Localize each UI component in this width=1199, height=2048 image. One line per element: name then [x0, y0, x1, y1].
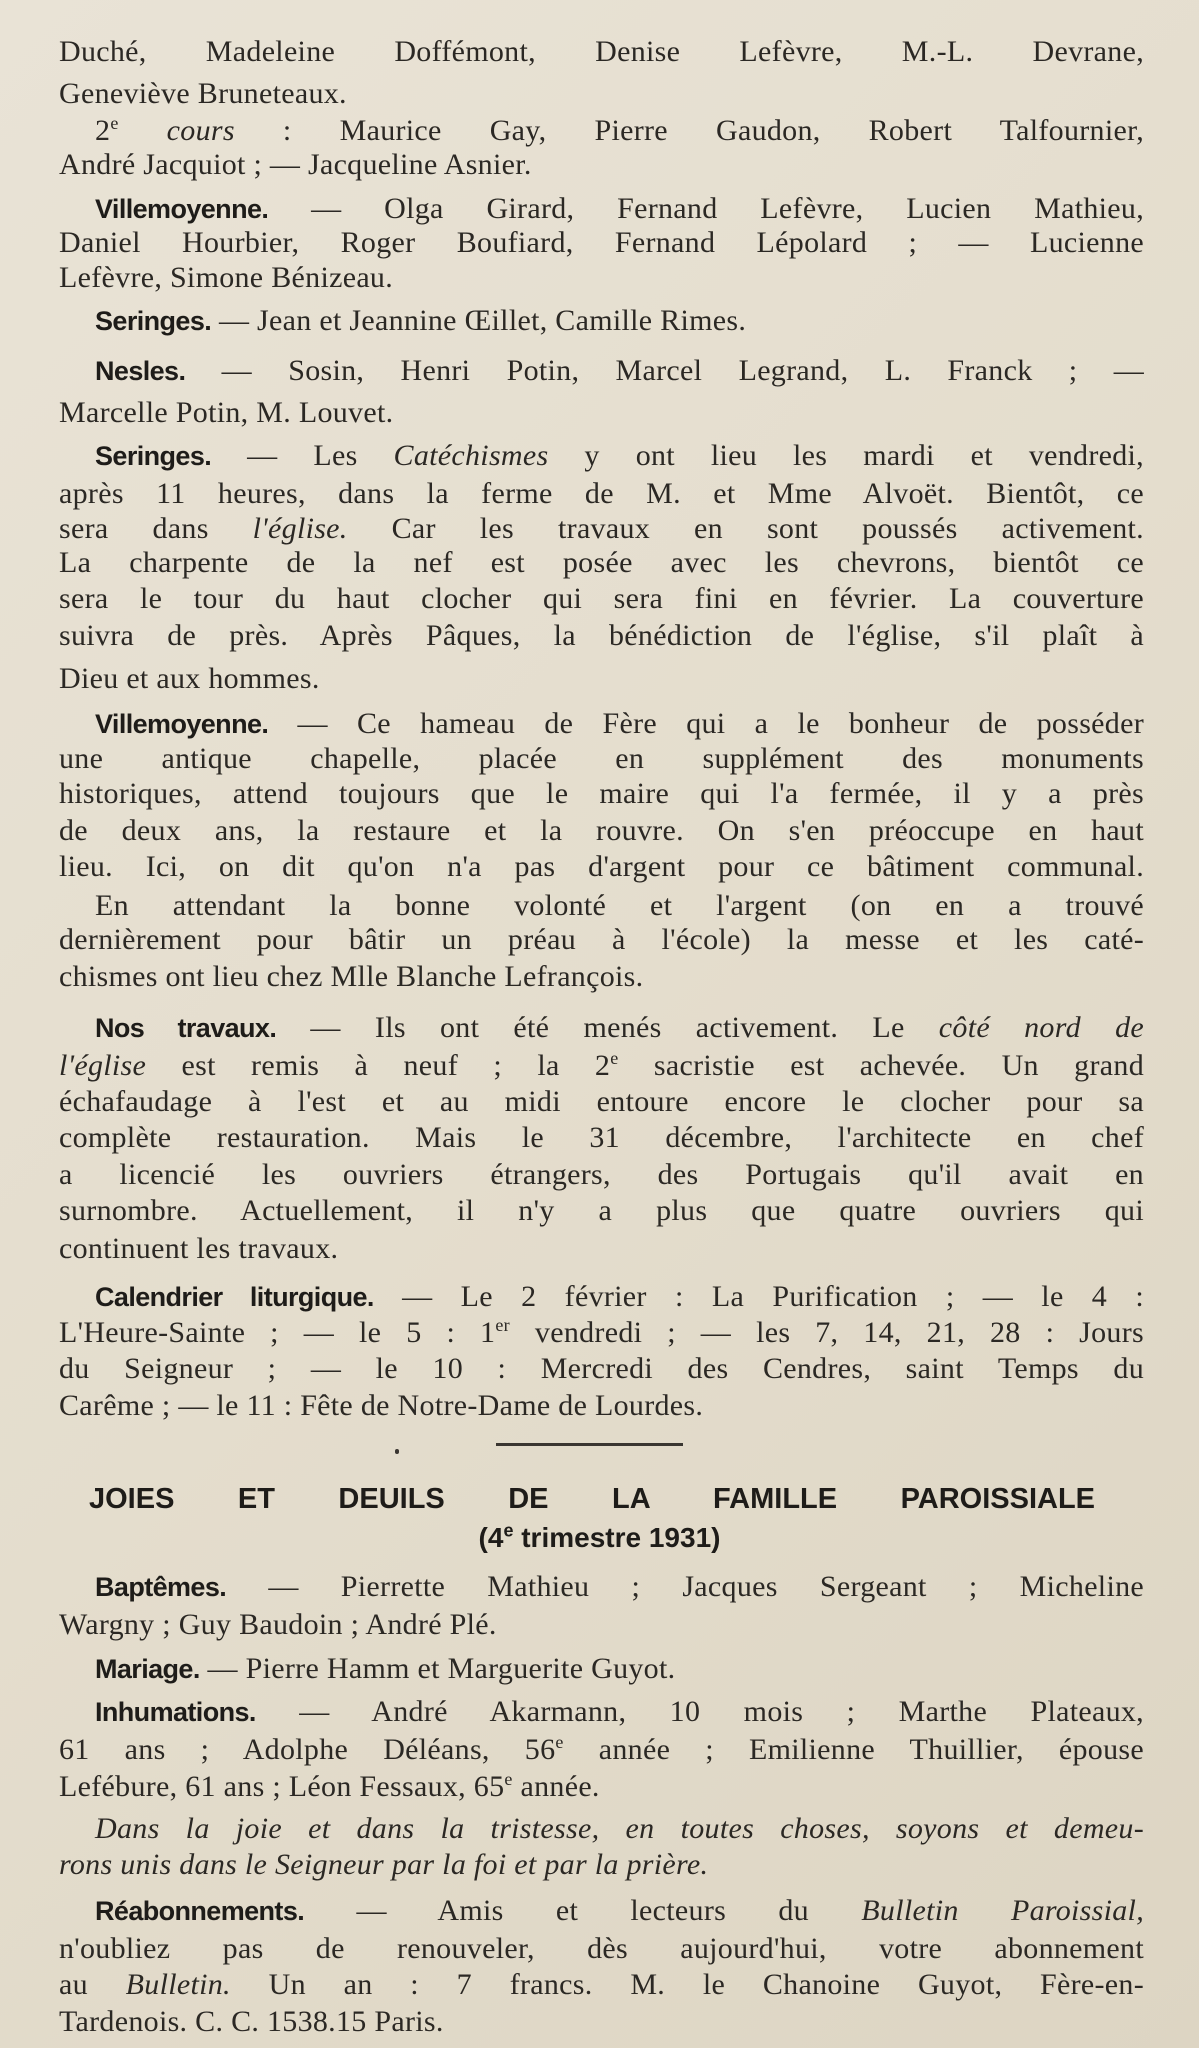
- text-line: [59, 511, 1144, 547]
- text-run: En attendant la bonne volonté et l'argent (on en a trouvé: [95, 889, 1144, 922]
- text-line: [95, 888, 1144, 924]
- text-run: 2: [95, 114, 111, 147]
- text-run: Wargny ; Guy Baudoin ; André Plé.: [59, 1608, 497, 1641]
- text-line: [59, 1231, 1144, 1267]
- text-run: Tardenois. C. C. 1538.15 Paris.: [59, 2005, 444, 2038]
- text-line: [95, 1651, 1144, 1687]
- text-line: [59, 395, 1144, 431]
- text-line: [59, 147, 1144, 183]
- text-line: [59, 849, 1144, 885]
- text-line: [59, 922, 1144, 958]
- text-run: vendredi ; — les 7, 14, 21, 28 : Jours: [509, 1316, 1144, 1349]
- text-line: [95, 1893, 1144, 1929]
- text-line: [95, 1694, 1144, 1730]
- text-run: continuent les travaux.: [59, 1232, 339, 1265]
- superscript: e: [504, 1769, 513, 1789]
- text-line: [95, 438, 1144, 474]
- text-line: [59, 1193, 1144, 1229]
- text-line: [59, 1847, 1144, 1883]
- text-line: [59, 1084, 1144, 1120]
- text-line: [59, 1315, 1144, 1351]
- text-run: Marcelle Potin, M. Louvet.: [59, 396, 394, 429]
- paragraph-heading: Seringes.: [95, 441, 212, 471]
- paragraph-heading: Inhumations.: [95, 1697, 256, 1727]
- section-title: JOIES ET DEUILS DE LA FAMILLE PAROISSIALE: [89, 1483, 1095, 1515]
- text-line: [95, 1569, 1144, 1605]
- text-run: : Maurice Gay, Pierre Gaudon, Robert Talfournier,: [234, 114, 1144, 147]
- italic-text: côté nord de: [938, 1011, 1144, 1044]
- subtitle-text: trimestre 1931): [513, 1522, 721, 1553]
- text-line: [95, 1279, 1144, 1315]
- text-run: Carême ; — le 11 : Fête de Notre-Dame de Lourdes.: [59, 1389, 704, 1422]
- text-line: [59, 1120, 1144, 1156]
- italic-text: rons unis dans le Seigneur par la foi et par la prière.: [59, 1848, 709, 1881]
- text-run: surnombre. Actuellement, il n'y a plus que quatre ouvriers qui: [59, 1194, 1144, 1227]
- text-run: Un an : 7 francs. M. le Chanoine Guyot, Fère-en-: [230, 1968, 1144, 2001]
- text-run: Geneviève Bruneteaux.: [59, 77, 347, 110]
- text-line: [95, 706, 1144, 742]
- text-line: [59, 813, 1144, 849]
- text-run: — Jean et Jeannine Œillet, Camille Rimes.: [211, 304, 747, 337]
- text-run: complète restauration. Mais le 31 décembre, l'architecte en chef: [59, 1121, 1144, 1154]
- text-run: chismes ont lieu chez Mlle Blanche Lefrançois.: [59, 960, 644, 993]
- text-run: — Ce hameau de Fère qui a le bonheur de posséder: [268, 707, 1144, 740]
- paragraph-heading: Mariage.: [95, 1654, 200, 1684]
- text-line: [59, 776, 1144, 812]
- text-run: L'Heure-Sainte ; — le 5 : 1: [59, 1316, 496, 1349]
- text-run: de deux ans, la restaure et la rouvre. On s'en préoccupe en haut: [59, 814, 1144, 847]
- text-line: [59, 1388, 1144, 1424]
- text-run: Car les travaux en sont poussés activement.: [347, 512, 1144, 545]
- italic-text: cours: [118, 114, 235, 147]
- text-run: y ont lieu les mardi et vendredi,: [548, 439, 1144, 472]
- section-divider: [496, 1443, 683, 1446]
- paragraph-heading: Nesles.: [95, 356, 186, 386]
- text-run: — Le 2 février : La Purification ; — le 4 :: [373, 1280, 1145, 1313]
- text-run: — Les: [211, 439, 394, 472]
- paragraph-heading: Seringes.: [95, 306, 212, 336]
- ink-dot: [395, 1449, 399, 1454]
- text-run: La charpente de la nef est posée avec les chevrons, bientôt ce: [59, 546, 1144, 579]
- text-run: Lefébure, 61 ans ; Léon Fessaux, 65: [59, 1770, 505, 1803]
- text-run: sera dans: [59, 512, 253, 545]
- text-run: Dieu et aux hommes.: [59, 662, 320, 695]
- subtitle-text: (4: [478, 1522, 504, 1553]
- text-run: historiques, attend toujours que le maire qui l'a fermée, il y a près: [59, 777, 1144, 810]
- text-run: après 11 heures, dans la ferme de M. et Mme Alvoët. Bientôt, ce: [59, 477, 1144, 510]
- text-run: — Pierrette Mathieu ; Jacques Sergeant ; Micheline: [226, 1570, 1144, 1603]
- text-run: lieu. Ici, on dit qu'on n'a pas d'argent pour ce bâtiment communal.: [59, 850, 1144, 883]
- text-run: — Olga Girard, Fernand Lefèvre, Lucien Mathieu,: [268, 192, 1144, 225]
- text-run: — Pierre Hamm et Marguerite Guyot.: [199, 1652, 676, 1685]
- text-run: échafaudage à l'est et au midi entoure encore le clocher pour sa: [59, 1085, 1144, 1118]
- italic-text: Bulletin Paroissial,: [861, 1894, 1144, 1927]
- italic-text: Dans la joie et dans la tristesse, en toutes choses, soyons et demeu-: [95, 1812, 1144, 1845]
- paragraph-heading: Baptêmes.: [95, 1572, 227, 1602]
- text-run: — Ils ont été menés activement. Le: [276, 1011, 939, 1044]
- text-line: [95, 303, 1144, 339]
- italic-text: l'église.: [252, 512, 348, 545]
- text-run: a licencié les ouvriers étrangers, des Portugais qu'il avait en: [59, 1158, 1144, 1191]
- section-subtitle: [0, 1522, 1199, 1554]
- text-line: [59, 545, 1144, 581]
- text-run: — Sosin, Henri Potin, Marcel Legrand, L. Franck ; —: [185, 354, 1144, 387]
- paragraph-heading: Calendrier liturgique.: [95, 1282, 374, 1312]
- text-run: année.: [512, 1770, 600, 1803]
- text-run: — André Akarmann, 10 mois ; Marthe Plateaux,: [255, 1695, 1144, 1728]
- text-line: [59, 618, 1144, 654]
- paragraph-heading: Villemoyenne.: [95, 709, 269, 739]
- text-run: sacristie est achevée. Un grand: [618, 1049, 1144, 1082]
- text-line: [59, 661, 1144, 697]
- text-line: [95, 1010, 1144, 1046]
- text-run: — Amis et lecteurs du: [304, 1894, 862, 1927]
- text-line: [59, 1607, 1144, 1643]
- text-run: sera le tour du haut clocher qui sera fini en février. La couverture: [59, 582, 1144, 615]
- superscript: er: [495, 1315, 510, 1335]
- text-run: Duché, Madeleine Doffémont, Denise Lefèvre, M.-L. Devrane,: [59, 35, 1144, 68]
- text-run: une antique chapelle, placée en supplément des monuments: [59, 742, 1144, 775]
- text-line: [59, 1048, 1144, 1084]
- text-run: année ; Emilienne Thuillier, épouse: [563, 1733, 1144, 1766]
- subtitle-superscript: e: [503, 1520, 514, 1541]
- text-run: Lefèvre, Simone Bénizeau.: [59, 261, 394, 294]
- paragraph-heading: Réabonnements.: [95, 1896, 305, 1926]
- text-line: [59, 1931, 1144, 1967]
- text-run: Daniel Hourbier, Roger Boufiard, Fernand Lépolard ; — Lucienne: [59, 226, 1144, 259]
- superscript: e: [555, 1732, 564, 1752]
- text-line: [95, 1811, 1144, 1847]
- italic-text: Catéchismes: [393, 439, 549, 472]
- text-line: [59, 34, 1144, 70]
- text-line: [95, 353, 1144, 389]
- text-run: dernièrement pour bâtir un préau à l'école) la messe et les caté-: [59, 923, 1144, 956]
- text-line: [59, 1351, 1144, 1387]
- text-run: n'oubliez pas de renouveler, dès aujourd'hui, votre abonnement: [59, 1932, 1144, 1965]
- italic-text: l'église: [59, 1049, 147, 1082]
- text-run: du Seigneur ; — le 10 : Mercredi des Cendres, saint Temps du: [59, 1352, 1144, 1385]
- text-line: [59, 1967, 1144, 2003]
- text-line: [59, 225, 1144, 261]
- text-line: [59, 2004, 1144, 2040]
- text-run: au: [59, 1968, 126, 2001]
- text-line: [59, 76, 1144, 112]
- superscript: e: [110, 113, 119, 133]
- italic-text: Bulletin.: [125, 1968, 231, 2001]
- text-line: [59, 260, 1144, 296]
- text-run: est remis à neuf ; la 2: [146, 1049, 611, 1082]
- text-line: [59, 741, 1144, 777]
- text-line: [59, 581, 1144, 617]
- text-line: [59, 1732, 1144, 1768]
- text-line: [59, 1769, 1144, 1805]
- text-run: André Jacquiot ; — Jacqueline Asnier.: [59, 148, 532, 181]
- text-line: [59, 959, 1144, 995]
- paragraph-heading: Nos travaux.: [95, 1013, 277, 1043]
- superscript: e: [610, 1048, 619, 1068]
- text-line: [59, 476, 1144, 512]
- text-line: [95, 113, 1144, 149]
- text-run: suivra de près. Après Pâques, la bénédiction de l'église, s'il plaît à: [59, 619, 1144, 652]
- paragraph-heading: Villemoyenne.: [95, 194, 269, 224]
- text-line: [95, 191, 1144, 227]
- text-run: 61 ans ; Adolphe Déléans, 56: [59, 1733, 556, 1766]
- text-line: [59, 1157, 1144, 1193]
